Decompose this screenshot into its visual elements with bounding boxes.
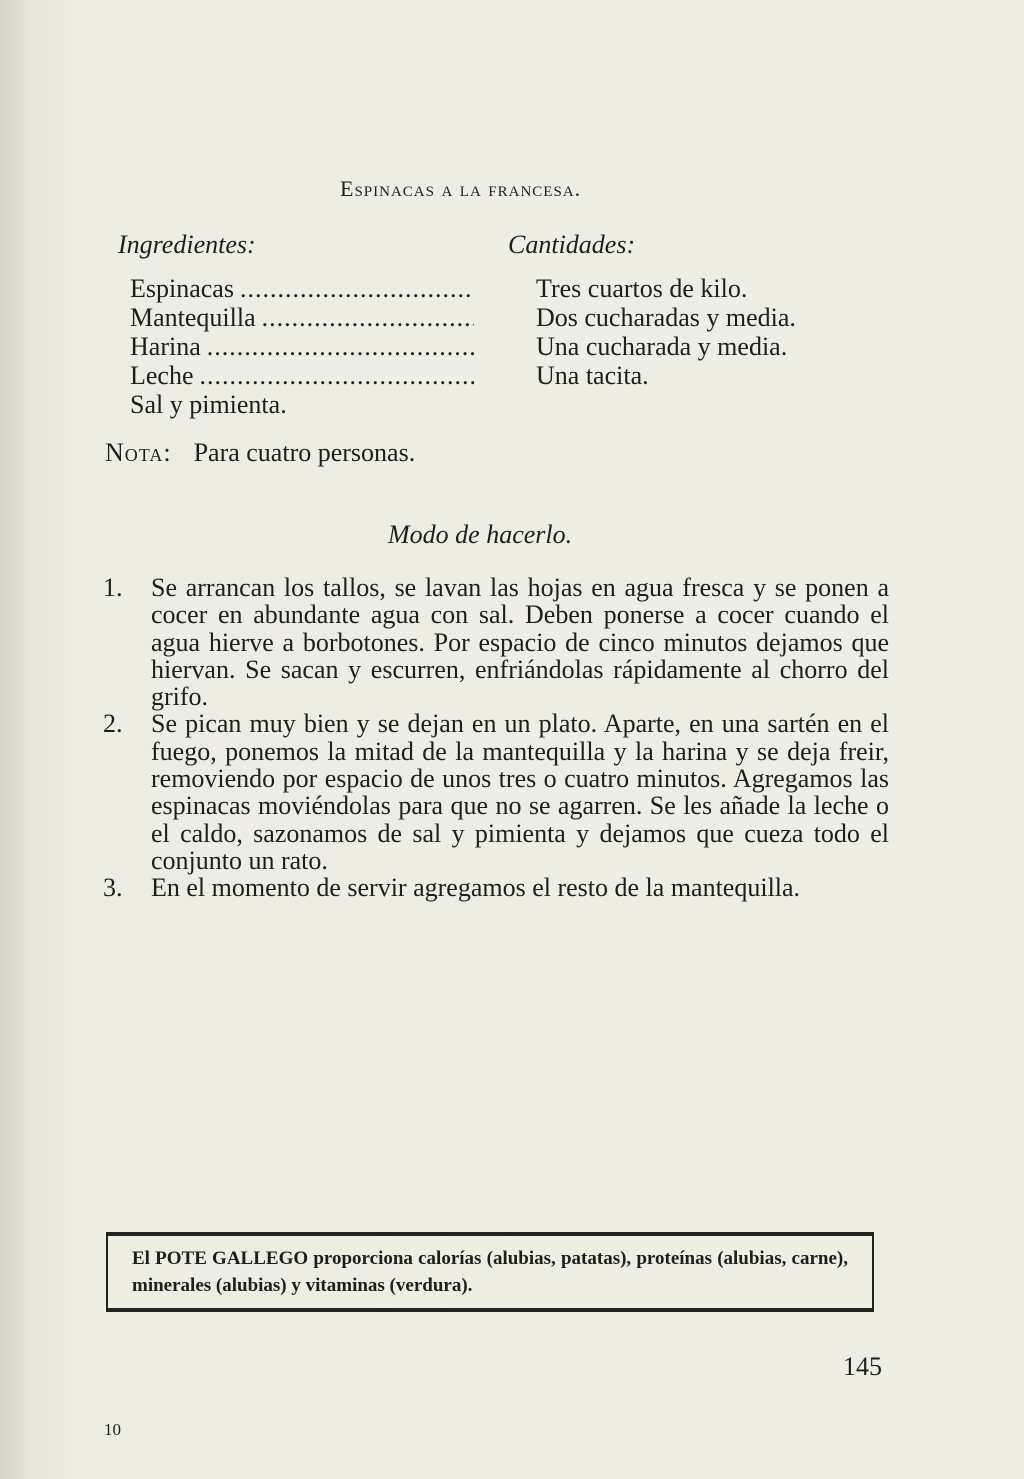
ingredient-item	[130, 274, 474, 303]
leader-dots	[200, 361, 474, 390]
note-label: Nota:	[105, 438, 172, 467]
ingredient-item	[130, 390, 474, 419]
step-number: 3.	[103, 873, 123, 903]
step-item	[103, 710, 889, 874]
step-item	[103, 874, 889, 901]
step-text: Se pican muy bien y se dejan en un plato. Aparte, en una sartén en el fuego, ponemos la mitad de la mantequilla y la harina y se deja freir, removiendo por espacio de unos tres o cuatro minutos. Agregamos las espinacas moviéndolas para que no se agarren. Se les añade la leche o el caldo, sazonamos de sal y pimienta y dejamos que cueza todo el conjunto un rato.	[151, 709, 889, 875]
leader-dots	[207, 332, 474, 361]
signature-number: 10	[104, 1420, 121, 1439]
step-number: 2.	[103, 709, 123, 739]
page-number: 145	[843, 1352, 882, 1381]
leader-dots	[240, 274, 474, 303]
servings-note	[105, 438, 415, 468]
method-steps	[103, 574, 889, 902]
nutrition-note-text: El POTE GALLEGO proporciona calorías (alubias, patatas), proteínas (alubias, carne), minerales (alubias) y vitaminas (verdura).	[132, 1248, 848, 1296]
step-text: Se arrancan los tallos, se lavan las hojas en agua fresca y se ponen a cocer en abundante agua con sal. Deben ponerse a cocer cuando el agua hierve a borbotones. Por espacio de cinco minutos dejamos que hiervan. Se sacan y escurren, enfriándolas rápidamente al chorro del grifo.	[151, 573, 889, 712]
step-text: En el momento de servir agregamos el resto de la mantequilla.	[151, 873, 801, 903]
ingredient-item	[130, 361, 474, 390]
leader-dots	[262, 303, 474, 332]
ingredient-item	[130, 332, 474, 361]
ingredient-label: Sal y pimienta.	[130, 390, 287, 419]
ingredient-label: Espinacas	[130, 274, 234, 303]
ingredient-item	[130, 303, 474, 332]
nutrition-note-box	[106, 1232, 874, 1312]
recipe-title: Espinacas a la francesa.	[340, 176, 582, 201]
note-text: Para cuatro personas.	[193, 438, 416, 467]
quantities-list	[536, 274, 866, 390]
quantities-header: Cantidades:	[508, 230, 636, 259]
ingredient-label: Harina	[130, 332, 201, 361]
ingredients-header: Ingredientes:	[118, 230, 256, 259]
step-item	[103, 574, 889, 710]
ingredients-list	[130, 274, 474, 419]
method-heading: Modo de hacerlo.	[388, 520, 573, 549]
quantity-item: Una cucharada y media.	[536, 332, 788, 361]
quantity-item: Tres cuartos de kilo.	[536, 274, 748, 303]
step-number: 1.	[103, 573, 123, 602]
quantity-item: Dos cucharadas y media.	[536, 303, 796, 332]
quantity-item: Una tacita.	[536, 361, 649, 390]
ingredient-label: Leche	[130, 361, 194, 390]
ingredient-label: Mantequilla	[130, 303, 256, 332]
